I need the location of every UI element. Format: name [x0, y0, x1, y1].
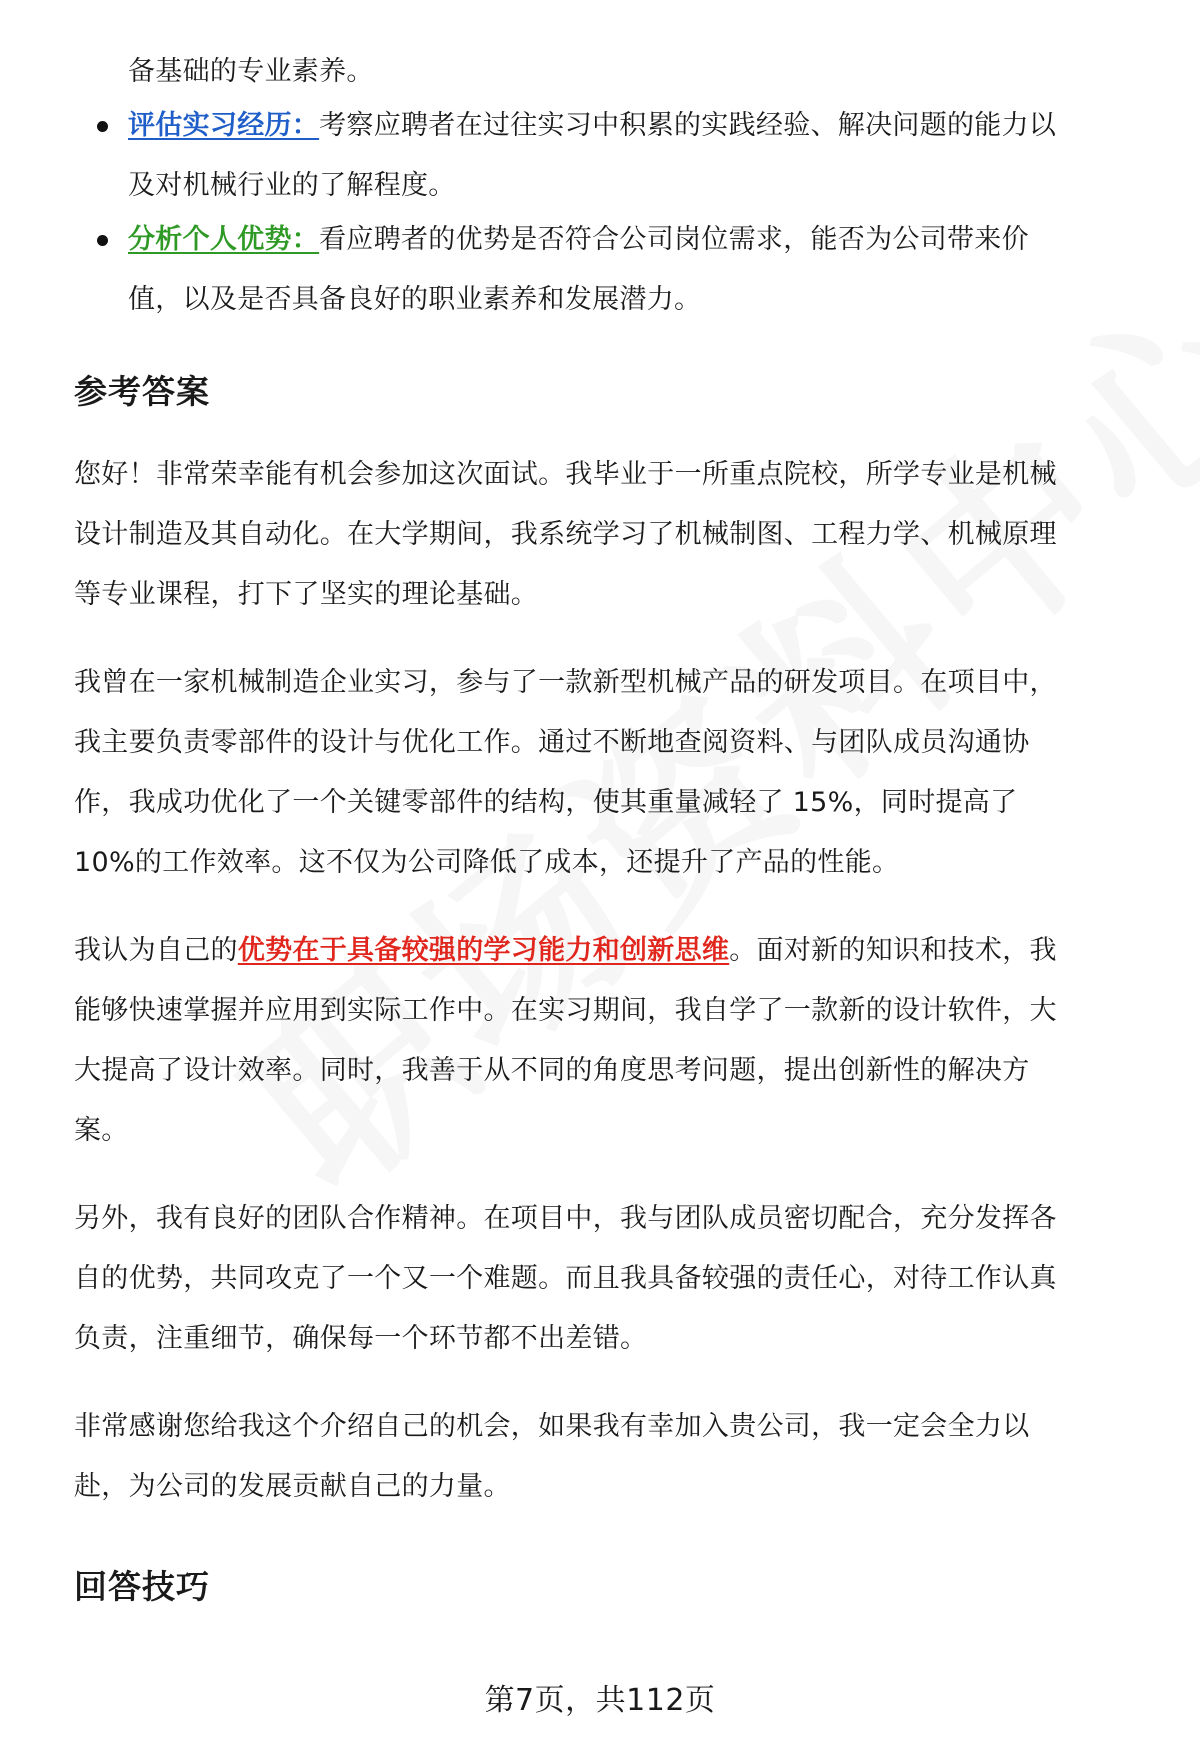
answer-paragraph-5 — [74, 1397, 1154, 1517]
bullet-label: 分析个人优势： — [128, 224, 320, 255]
paragraph-line: 作，我成功优化了一个关键零部件的结构，使其重量减轻了 15%，同时提高了 — [74, 787, 1018, 818]
paragraph-line: 负责，注重细节，确保每一个环节都不出差错。 — [74, 1323, 648, 1354]
paragraph-line: 。面对新的知识和技术，我 — [729, 935, 1057, 966]
bullet-text: 看应聘者的优势是否符合公司岗位需求，能否为公司带来价 — [319, 224, 1029, 255]
bullet-dot-icon — [97, 121, 108, 132]
paragraph-line: 您好！非常荣幸能有机会参加这次面试。我毕业于一所重点院校，所学专业是机械 — [74, 459, 1057, 490]
paragraph-line: 非常感谢您给我这个介绍自己的机会，如果我有幸加入贵公司，我一定会全力以 — [74, 1411, 1030, 1442]
bullet-continuation: 备基础的专业素养。 — [128, 56, 374, 87]
answer-paragraph-2 — [74, 653, 1154, 893]
section-heading-reference-answer: 参考答案 — [74, 372, 210, 411]
bullet-evaluate-internship — [74, 96, 1154, 216]
page-number-footer: 第7页，共112页 — [484, 1683, 716, 1718]
paragraph-line: 设计制造及其自动化。在大学期间，我系统学习了机械制图、工程力学、机械原理 — [74, 519, 1057, 550]
answer-paragraph-3 — [74, 921, 1154, 1161]
bullet-text: 及对机械行业的了解程度。 — [128, 170, 456, 201]
page-content — [74, 50, 1154, 1608]
paragraph-line: 10%的工作效率。这不仅为公司降低了成本，还提升了产品的性能。 — [74, 847, 900, 878]
paragraph-line: 我曾在一家机械制造企业实习，参与了一款新型机械产品的研发项目。在项目中， — [74, 667, 1057, 698]
bullet-label: 评估实习经历： — [128, 110, 320, 141]
bullet-text: 值，以及是否具备良好的职业素养和发展潜力。 — [128, 284, 702, 315]
answer-paragraph-4 — [74, 1189, 1154, 1369]
section-heading-answer-tips: 回答技巧 — [74, 1567, 210, 1606]
paragraph-line: 大提高了设计效率。同时，我善于从不同的角度思考问题，提出创新性的解决方 — [74, 1055, 1030, 1086]
paragraph-line: 我认为自己的 — [74, 935, 238, 966]
paragraph-line: 另外，我有良好的团队合作精神。在项目中，我与团队成员密切配合，充分发挥各 — [74, 1203, 1057, 1234]
bullet-analyze-strengths — [74, 210, 1154, 330]
paragraph-line: 等专业课程，打下了坚实的理论基础。 — [74, 579, 539, 610]
answer-paragraph-1 — [74, 445, 1154, 625]
paragraph-line: 我主要负责零部件的设计与优化工作。通过不断地查阅资料、与团队成员沟通协 — [74, 727, 1030, 758]
bullet-text: 考察应聘者在过往实习中积累的实践经验、解决问题的能力以 — [319, 110, 1057, 141]
highlighted-key-strength: 优势在于具备较强的学习能力和创新思维 — [237, 935, 730, 966]
paragraph-line: 案。 — [74, 1115, 129, 1146]
paragraph-line: 自的优势，共同攻克了一个又一个难题。而且我具备较强的责任心，对待工作认真 — [74, 1263, 1057, 1294]
bullet-dot-icon — [97, 235, 108, 246]
paragraph-line: 赴，为公司的发展贡献自己的力量。 — [74, 1471, 511, 1502]
paragraph-line: 能够快速掌握并应用到实际工作中。在实习期间，我自学了一款新的设计软件，大 — [74, 995, 1057, 1026]
